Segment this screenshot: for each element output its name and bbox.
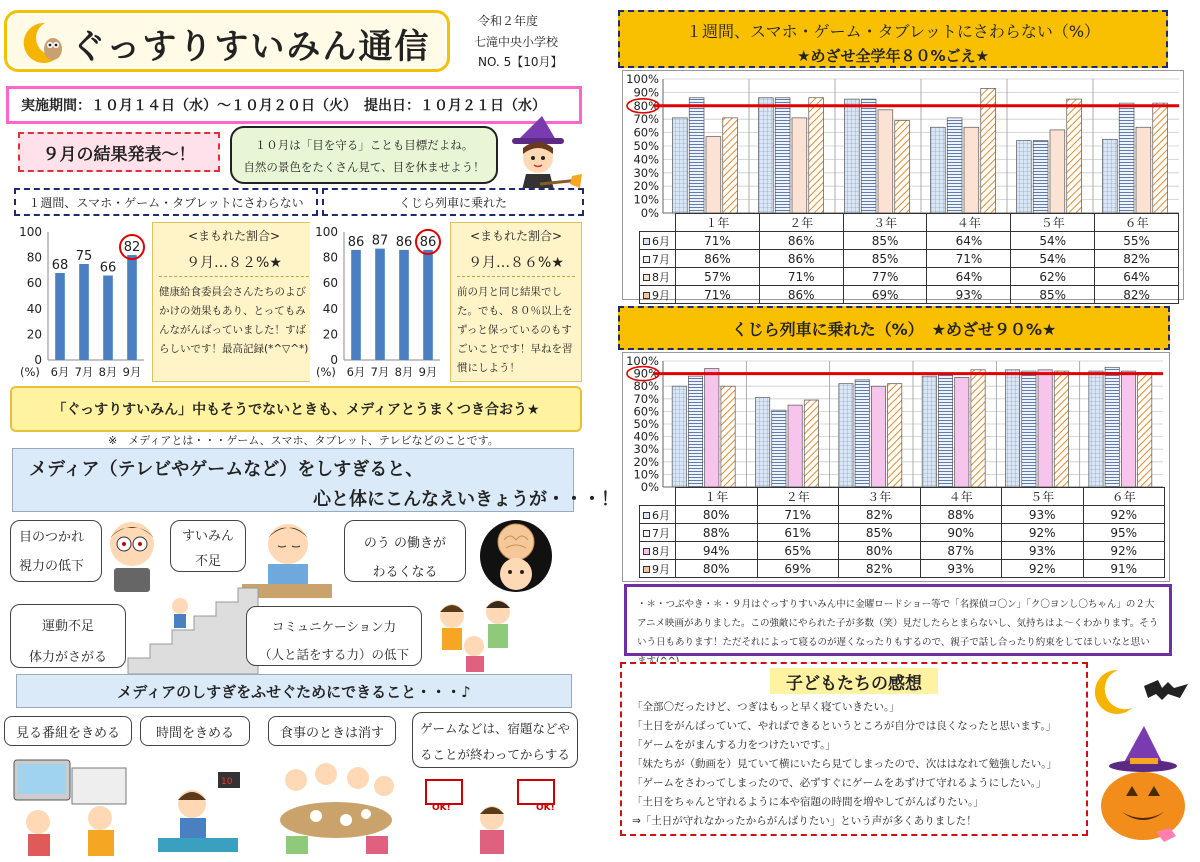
family-meal-illustration [266,750,406,856]
effect-sleep: すいみん 不足 [170,520,246,572]
bar [855,380,869,487]
homework-ok-illustration [418,770,572,858]
legend-swatch [643,256,650,263]
bar [922,376,936,487]
table-cell: 82% [839,560,921,578]
effect-communication: コミュニケーション力 （人と話をする力）の低下 [246,606,422,666]
y-tick-label: 20 [322,327,338,342]
table-cell: 92% [1083,506,1165,524]
bar [375,249,385,360]
series-label: 7月 [640,524,676,542]
y-tick-label: 100% [626,72,659,86]
bar [721,386,735,487]
x-tick-label: 8月 [98,365,118,379]
comments-title-box [770,668,938,694]
table-cell: 64% [927,232,1011,250]
title-banner [4,10,450,72]
bar [844,99,859,213]
bar [1153,103,1168,213]
speech-line-1: １０月は「目を守る」ことも目標だよね。 [254,138,474,152]
legend-swatch [643,292,650,299]
table-row [640,250,1179,268]
svg-text:OK!: OK! [432,803,451,813]
bar [888,384,902,487]
chart2-area [622,352,1170,582]
tired-eyes-child-illustration [100,516,164,596]
y-tick-label: 80 [322,250,338,265]
bar [964,127,979,213]
comments-box [620,662,1088,836]
tip-program: 見る番組をきめる [4,716,132,746]
speech-bubble [230,126,498,184]
bar [672,386,686,487]
tip-time: 時間をきめる [140,716,250,746]
y-tick-label: 40% [633,429,659,444]
chart1-title-box [618,10,1168,68]
table-cell: 80% [839,542,921,560]
bar [938,374,952,487]
comment-item: 「土日をがんばっていて、やればできるというところが自分では良くなったと思います。」 [632,720,1057,732]
legend-swatch [643,512,650,519]
y-tick-label: 40 [322,301,338,316]
bar [871,386,885,487]
x-tick-label: 7月 [74,365,94,379]
table-cell: 93% [927,286,1011,304]
table-cell: 87% [920,542,1002,560]
bar [1016,141,1031,213]
category-header: １年 [676,214,760,232]
table-cell: 88% [676,524,758,542]
y-tick-label: 50% [633,139,659,153]
table-cell: 57% [676,268,760,286]
bar [723,118,738,213]
bar [809,98,824,213]
table-row [640,506,1165,524]
bar [706,137,721,213]
y-tick-label: 0 [34,353,42,367]
bar [895,121,910,213]
table-cell: 92% [1002,524,1084,542]
category-header: １年 [676,488,758,506]
bar-value-label: 66 [99,260,117,276]
table-cell: 85% [843,232,927,250]
bar-value-label: 86 [347,234,365,250]
media-heading-1: メディア（テレビやゲームなど）をしすぎると、 [29,459,424,480]
table-cell: 82% [1095,250,1179,268]
bar [1038,370,1052,487]
results-title-box [18,132,220,172]
table-cell: 93% [920,560,1002,578]
x-tick-label: 9月 [122,365,142,379]
bar [1054,371,1068,487]
table-cell: 85% [843,250,927,268]
category-header: ６年 [1083,488,1165,506]
table-cell: 54% [1011,250,1095,268]
header-school: 七滝中央小学校 [474,35,559,49]
y-tick-label: 30% [633,165,659,180]
table-header-row [640,214,1179,232]
bar [947,118,962,213]
x-tick-label: 7月 [370,365,390,379]
bar [351,250,361,360]
clock-child-illustration [148,752,248,856]
table-cell: 61% [757,524,839,542]
bar [1105,367,1119,487]
table-row [640,232,1179,250]
table-cell: 77% [843,268,927,286]
y-tick-label: 0% [640,480,659,494]
category-header: ５年 [1011,214,1095,232]
bar-value-label: 75 [75,249,93,264]
bar [1121,371,1135,487]
table-cell: 64% [927,268,1011,286]
table-header-row [640,488,1165,506]
pumpkin-witch-hat-icon [1094,722,1192,846]
y-tick-label: 70% [633,112,659,127]
bar [878,110,893,213]
bar [1022,371,1036,487]
bar [1067,99,1082,213]
chart2-svg [623,353,1171,503]
mini-chart-2 [310,220,450,384]
table-cell: 91% [1083,560,1165,578]
y-tick-label: 30% [633,442,659,457]
children-talking-illustration [428,594,528,674]
effect-exercise: 運動不足 体力がさがる [10,604,126,668]
y-tick-label: 100% [626,354,659,368]
bar [1119,103,1134,213]
bar [1138,372,1152,487]
y-tick-label: 80 [26,250,42,265]
media-heading-box [12,448,619,512]
effect-brain: のう の働きが わるくなる [344,520,466,582]
table-cell: 85% [839,524,921,542]
chart1-area [622,70,1184,300]
category-header: ４年 [927,214,1011,232]
bar [705,369,719,487]
y-tick-label: 80% [633,98,659,113]
bar [792,118,807,213]
mini-chart-1 [14,220,160,384]
comment-item: 「土日をちゃんと守れるように本や宿題の時間を増やしてがんばりたい。」 [632,796,984,808]
panel2-note: <まもれた割合> ９月…８６%★ 前の月と同じ結果でした。でも、８０％以上をずっと保っているのもすごいことです！早ねを習慣にしよう！ [450,222,582,382]
bar [103,276,113,360]
comment-item: 「ゲームをさわってしまったので、必ずすぐにゲームをあずけて守れるようにしたい。」 [632,777,1047,789]
header-era: 令和２年度 [478,14,539,28]
table-cell: 64% [1095,268,1179,286]
prevent-heading: メディアのしすぎをふせぐためにできること・・・♪ [117,682,471,701]
table-cell: 62% [1011,268,1095,286]
stairs-illustration [128,588,258,674]
y-tick-label: 60 [322,276,338,291]
tv-family-illustration [8,750,132,858]
chart2-title: くじら列車に乗れた（%） ★めざせ９０%★ [731,319,1057,339]
chart1-title-line1: １週間、スマホ・ゲーム・タブレットにさわらない（%） [685,22,1101,41]
x-tick-label: 6月 [346,365,366,379]
table-cell: 82% [1095,286,1179,304]
table-row [640,524,1165,542]
category-header: ３年 [843,214,927,232]
table-cell: 71% [757,506,839,524]
y-tick-label: 60 [26,276,42,291]
x-tick-label: 6月 [50,365,70,379]
tip-meal: 食事のときは消す [268,716,396,746]
chart1-table [639,213,1179,304]
category-header: ２年 [759,214,843,232]
y-tick-label: 90% [633,366,659,381]
bar-value-label: 87 [371,233,389,249]
legend-swatch [643,274,650,281]
y-tick-label: 90% [633,85,659,100]
y-tick-label: 40% [633,152,659,167]
table-cell: 93% [1002,506,1084,524]
bar [839,384,853,487]
moon-owl-icon [15,19,71,67]
moon-bat-icon [1092,664,1192,724]
legend-swatch [643,566,650,573]
bar [55,273,65,360]
panel1-title: １週間、スマホ・ゲーム・タブレットにさわらない [14,188,318,216]
table-cell: 71% [676,286,760,304]
table-cell: 71% [759,268,843,286]
table-cell: 92% [1083,542,1165,560]
bar [688,376,702,487]
y-tick-label: 20% [633,454,659,469]
category-header: ６年 [1095,214,1179,232]
table-cell: 92% [1002,560,1084,578]
table-cell: 65% [757,542,839,560]
page-title: ぐっすりすいみん通信 [71,27,431,67]
y-tick-label: 60% [633,125,659,140]
media-heading-2: 心と体にこんなえいきょうが・・・！ [313,489,619,510]
series-label: 9月 [640,560,676,578]
chart1-svg [623,71,1185,223]
table-cell: 95% [1083,524,1165,542]
bar [804,400,818,487]
y-tick-label: 70% [633,391,659,406]
tip-homework: ゲームなどは、宿題などや ることが終わってからする [412,712,578,768]
y-tick-label: 20 [26,327,42,342]
bar [861,99,876,213]
table-cell: 54% [1011,232,1095,250]
y-tick-label: 100 [315,225,338,239]
bar [788,405,802,487]
media-note: ※ メディアとは・・・ゲーム、スマホ、タブレット、テレビなどのことです。 [108,434,499,447]
series-label: 6月 [640,232,676,250]
y-tick-label: 100 [19,225,42,239]
table-cell: 80% [676,560,758,578]
bar [756,398,770,487]
bar [758,98,773,213]
svg-text:10: 10 [221,777,233,787]
bar [971,370,985,487]
table-row [640,542,1165,560]
legend-swatch [643,238,650,245]
prevent-heading-box [16,674,572,708]
table-cell: 80% [676,506,758,524]
y-tick-label: 80% [633,379,659,394]
witch-girl-illustration [500,112,582,194]
comment-item: 「妹たちが（動画を）見ていて横にいたら見てしまったので、次ははなれて勉強したい。」 [632,758,1058,770]
chart1-title-line2: ★めざせ全学年８０%ごえ★ [797,47,989,65]
category-header: ２年 [757,488,839,506]
y-tick-label: 0 [330,353,338,367]
period-bar [6,86,582,124]
tsubuyaki-text: ・＊・つぶやき・＊・９月はぐっすりすいみん中に金曜ロードショー等で「名探偵コ〇ン」「ク〇ヨンし〇ちゃん」の２大アニメ映画がありました。この強敵にやられた子が多数（笑）見だしたらとまらないし、気持ちはよ～くわかります。そういう日もあります！ただそれによって寝るのが遅くなったりもするので、親子で話し合ったり約束をしてほしいなと思い [637,599,1159,648]
slogan-text: 「ぐっすりすいみん」中もそうでないときも、メディアとうまくつき合おう★ [52,402,540,418]
period-text: 実施期間：１０月１４日（水）～１０月２０日（火） 提出日：１０月２１日（水） [21,98,546,114]
bar [930,127,945,213]
y-tick-label: 10% [633,467,659,482]
comment-item: 「ゲームをがまんする力をつけたいです。」 [632,739,836,751]
table-row [640,268,1179,286]
bar [399,250,409,360]
tsubuyaki-box [624,584,1172,656]
series-label: 9月 [640,286,676,304]
panel2 [310,220,584,384]
y-tick-label: 0% [640,206,659,220]
table-cell: 86% [759,286,843,304]
series-label: 6月 [640,506,676,524]
bar-value-label: 86 [395,234,413,250]
results-title: ９月の結果発表～！ [42,144,196,165]
bar [689,98,704,213]
bar [775,98,790,213]
header-issue: NO. 5【10月】 [478,55,563,69]
chart2-table [639,487,1165,578]
bar-value-label: 68 [51,257,69,273]
bar-value-label: 86 [419,234,437,250]
comment-item: ⇒「土日が守れなかったからがんばりたい」という声が多くありました！ [632,815,977,827]
bar-value-label: 82 [123,240,141,256]
y-tick-label: 20% [633,179,659,194]
bar [672,118,687,213]
series-label: 8月 [640,542,676,560]
unit-label: (%) [316,365,336,379]
panel1-note: <まもれた割合> ９月…８２%★ 健康給食委員会さんたちのよびかけの効果もあり、とってもみんながんばっていました！すばらしいです！最高記録(*^▽^*) [152,222,316,382]
panel2-title: くじら列車に乗れた [322,188,584,216]
svg-text:OK!: OK! [536,803,555,813]
table-cell: 55% [1095,232,1179,250]
unit-label: (%) [20,365,40,379]
brain-head-illustration [474,512,558,596]
bar [423,250,433,360]
comments-list [632,698,1080,831]
table-cell: 90% [920,524,1002,542]
y-tick-label: 40 [26,301,42,316]
table-cell: 71% [927,250,1011,268]
slogan-banner [10,386,582,432]
category-header: ４年 [920,488,1002,506]
category-header: ３年 [839,488,921,506]
series-label: 8月 [640,268,676,286]
panel1 [14,220,318,384]
y-tick-label: 10% [633,192,659,207]
category-header: ５年 [1002,488,1084,506]
bar [955,377,969,487]
legend-swatch [643,530,650,537]
bar [1089,371,1103,487]
table-cell: 69% [843,286,927,304]
bar [1006,370,1020,487]
x-tick-label: 9月 [418,365,438,379]
table-cell: 88% [920,506,1002,524]
table-cell: 85% [1011,286,1095,304]
table-cell: 86% [759,232,843,250]
table-cell: 93% [1002,542,1084,560]
table-cell: 86% [759,250,843,268]
y-tick-label: 50% [633,417,659,431]
bar [79,264,89,360]
table-cell: 94% [676,542,758,560]
table-cell: 71% [676,232,760,250]
bar [1050,130,1065,213]
table-cell: 86% [676,250,760,268]
table-cell: 82% [839,506,921,524]
chart2-title-box [618,306,1170,350]
table-cell: 69% [757,560,839,578]
bar [127,255,137,360]
bar [1136,127,1151,213]
bar [772,410,786,487]
speech-line-2: 自然の景色をたくさん見て、目を休ませよう！ [243,160,485,174]
effect-eyes: 目のつかれ 視力の低下 [10,520,102,582]
legend-swatch [643,548,650,555]
comment-item: 「全部〇だったけど、つぎはもっと早く寝ていきたい。」 [632,701,900,713]
table-row [640,286,1179,304]
bar [1102,139,1117,213]
table-row [640,560,1165,578]
y-tick-label: 60% [633,404,659,419]
bar [1033,141,1048,213]
x-tick-label: 8月 [394,365,414,379]
series-label: 7月 [640,250,676,268]
comments-title: 子どもたちの感想 [786,673,922,694]
